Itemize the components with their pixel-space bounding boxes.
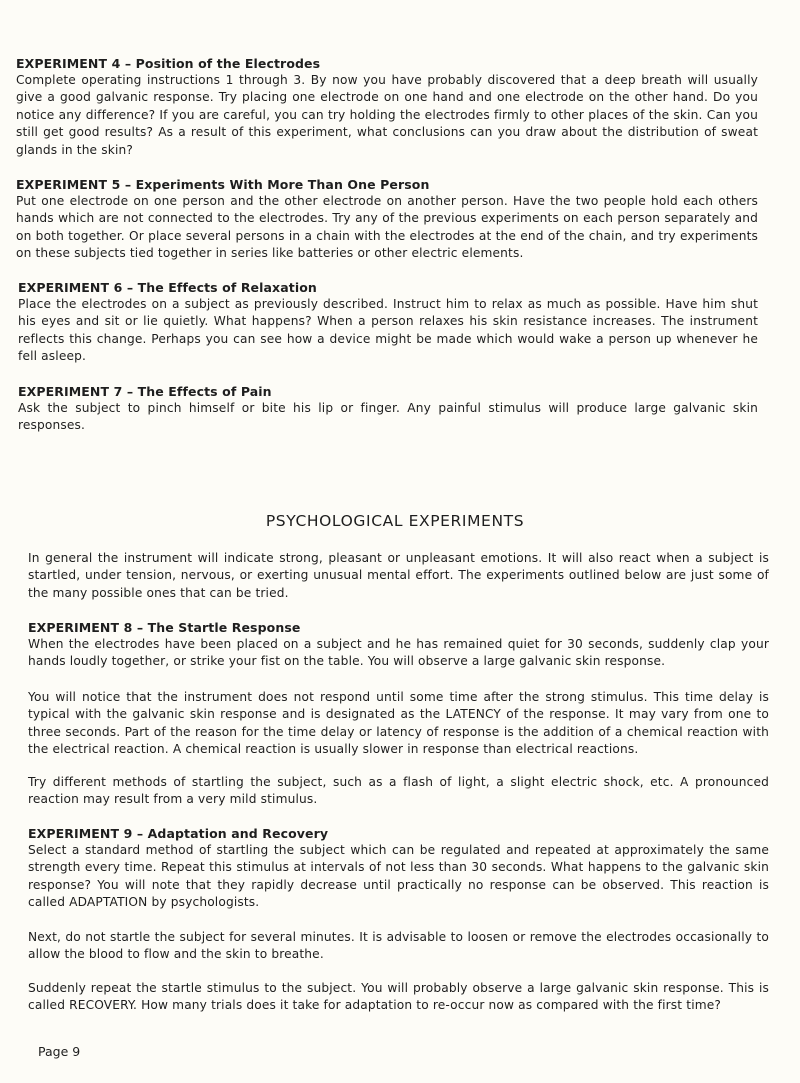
experiment-8-paragraph-3: Try different methods of startling the subject, such as a flash of light, a slight electric shock, etc. A pronounced reaction may result from a very mild stimulus. bbox=[28, 775, 769, 807]
experiment-4-body: Complete operating instructions 1 through 3. By now you have probably discovered that a deep breath will usually give a good galvanic response. Try placing one electrode on one hand and one electrode on the other hand. Do you notice any difference? If you are careful, you can try holding the electrodes firmly to other places of the skin. Can you still get good results? As a result of this experiment, what conclusions can you draw about the distribution of sweat glands in the skin? bbox=[16, 73, 758, 157]
experiment-8 bbox=[28, 619, 769, 671]
experiment-4-heading: EXPERIMENT 4 – Position of the Electrodes bbox=[16, 56, 321, 71]
experiment-9-paragraph-1: Select a standard method of startling the subject which can be regulated and repeated at approximately the same strength every time. Repeat this stimulus at intervals of not less than 30 seconds. What happens to the galvanic skin response? You will note that they rapidly decrease until practically no response can be observed. This reaction is called ADAPTATION by psychologists. bbox=[28, 843, 769, 910]
experiment-9-heading: EXPERIMENT 9 – Adaptation and Recovery bbox=[28, 826, 329, 841]
experiment-9-recovery bbox=[28, 980, 769, 1015]
experiment-9-paragraph-2: Next, do not startle the subject for several minutes. It is advisable to loosen or remove the electrodes occasionally to allow the blood to flow and the skin to breathe. bbox=[28, 930, 769, 962]
experiment-7-body: Ask the subject to pinch himself or bite his lip or finger. Any painful stimulus will produce large galvanic skin responses. bbox=[18, 401, 758, 433]
intro-text: In general the instrument will indicate strong, pleasant or unpleasant emotions. It will also react when a subject is startled, under tension, nervous, or exerting unusual mental effort. The experiments outlined below are just some of the many possible ones that can be tried. bbox=[28, 551, 769, 600]
intro bbox=[28, 550, 769, 602]
experiment-6 bbox=[18, 279, 758, 366]
experiment-6-body: Place the electrodes on a subject as previously described. Instruct him to relax as much as possible. Have him shut his eyes and sit or lie quietly. What happens? When a person relaxes his skin resistance increases. The instrument reflects this change. Perhaps you can see how a device might be made which would wake a person up whenever he fell asleep. bbox=[18, 297, 758, 364]
experiment-8-paragraph-2: You will notice that the instrument does not respond until some time after the strong stimulus. This time delay is typical with the galvanic skin response and is designated as the LATENCY of the response. It may vary from one to three seconds. Part of the reason for the time delay or latency of response is the addition of a chemical reaction with the electrical reaction. A chemical reaction is usually slower in response than electrical reactions. bbox=[28, 690, 769, 757]
experiment-4 bbox=[16, 55, 758, 159]
experiment-5 bbox=[16, 176, 758, 263]
experiment-7-heading: EXPERIMENT 7 – The Effects of Pain bbox=[18, 384, 272, 399]
experiment-6-heading: EXPERIMENT 6 – The Effects of Relaxation bbox=[18, 280, 317, 295]
experiment-8-latency bbox=[28, 689, 769, 759]
experiment-9-rest bbox=[28, 929, 769, 964]
experiment-5-body: Put one electrode on one person and the other electrode on another person. Have the two people hold each others hands which are not connected to the electrodes. Try any of the previous experiments on each person separately and on both together. Or place several persons in a chain with the electrodes at the end of the chain, and try experiments on these subjects tied together in series like batteries or other electric elements. bbox=[16, 194, 758, 261]
experiment-8-methods bbox=[28, 774, 769, 809]
page-number: Page 9 bbox=[38, 1044, 81, 1059]
experiment-7 bbox=[18, 383, 758, 435]
experiment-8-paragraph-1: When the electrodes have been placed on a subject and he has remained quiet for 30 seconds, suddenly clap your hands loudly together, or strike your fist on the table. You will observe a large galvanic skin response. bbox=[28, 637, 769, 669]
experiment-8-heading: EXPERIMENT 8 – The Startle Response bbox=[28, 620, 301, 635]
experiment-5-heading: EXPERIMENT 5 – Experiments With More Than One Person bbox=[16, 177, 430, 192]
experiment-9-paragraph-3: Suddenly repeat the startle stimulus to the subject. You will probably observe a large galvanic skin response. This is called RECOVERY. How many trials does it take for adaptation to re-occur now as compared with the first time? bbox=[28, 981, 769, 1013]
section-title: PSYCHOLOGICAL EXPERIMENTS bbox=[265, 512, 525, 530]
experiment-9 bbox=[28, 825, 769, 912]
